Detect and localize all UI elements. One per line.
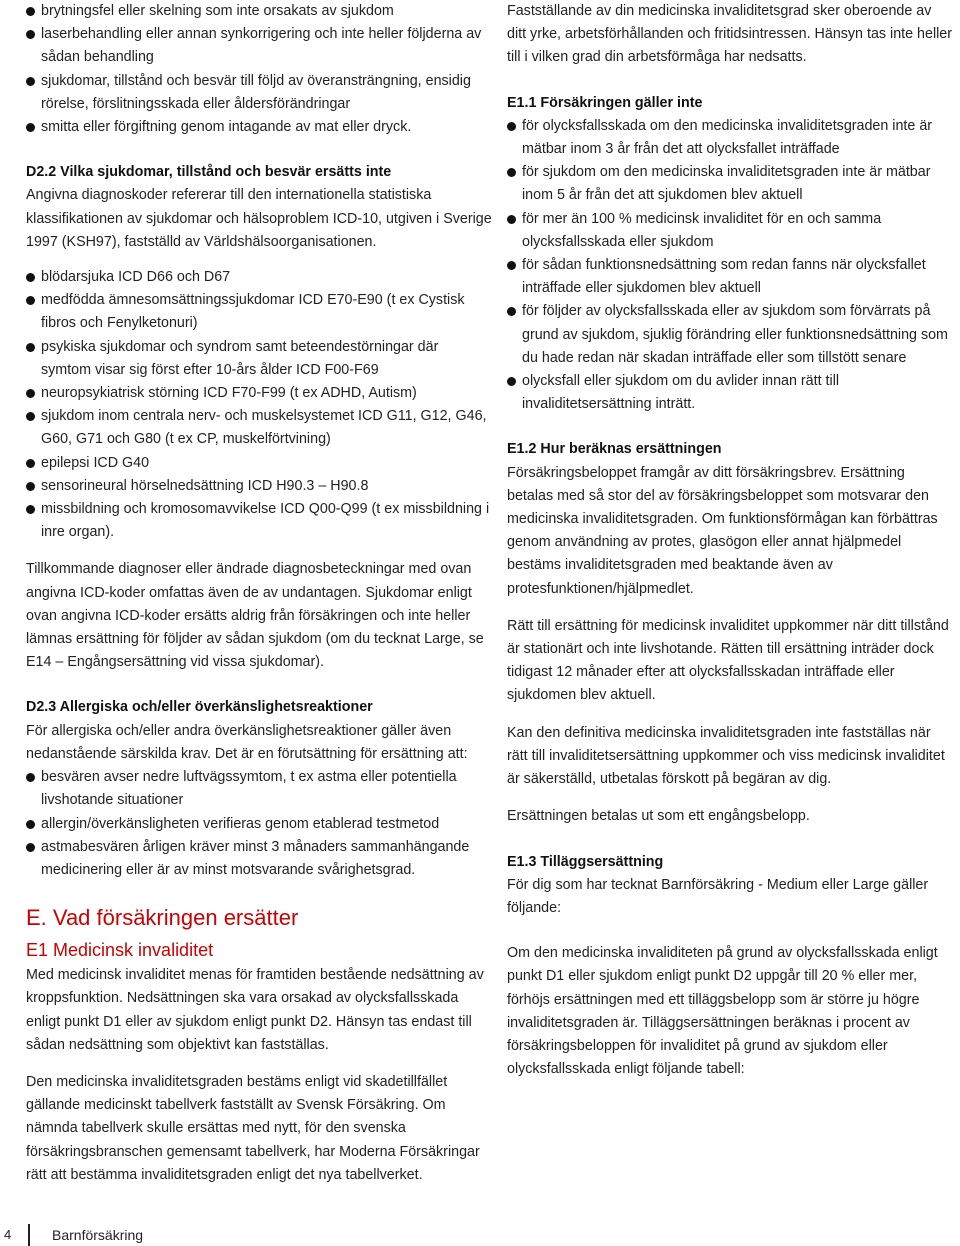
left-column [26,0,492,1187]
list-item: allergin/överkänsligheten verifieras genom etablerad testmetod [26,813,492,836]
list-item: missbildning och kromosomavvikelse ICD Q00-Q99 (t ex missbildning i inre organ). [26,498,492,544]
d23-bullet-list [26,766,492,882]
section-heading-d23: D2.3 Allergiska och/eller överkänslighetsreaktioner [26,699,373,716]
page-footer [0,1224,300,1246]
list-item: psykiska sjukdomar och syndrom samt beteendestörningar där symtom visar sig först efter 10-års ålder ICD F00-F69 [26,336,492,382]
list-item: för mer än 100 % medicinsk invaliditet för en och samma olycksfallsskada eller sjukdom [507,208,954,254]
d22-bullet-list [26,266,492,544]
list-item: för olycksfallsskada om den medicinska invaliditetsgraden inte är mätbar inom 3 år från det att olycksfallet inträffade [507,115,954,161]
list-item: sensorineural hörselnedsättning ICD H90.3 – H90.8 [26,475,492,498]
e13-paragraph-2: Om den medicinska invaliditeten på grund av olycksfallsskada enligt punkt D1 eller sjukdom enligt punkt D2 uppgår till 20 % eller mer, förhöjs ersättningen med ett tilläggsbelopp som är större ju högre invaliditetsgraden är. Tilläggsersättningen beräknas i procent av försäkringsbeloppen för invaliditet på grund av sjukdom eller olycksfallsskada enligt följande tabell: [507,945,938,1078]
e11-bullet-list [507,115,954,417]
list-item: sjukdom inom centrala nerv- och muskelsystemet ICD G11, G12, G46, G60, G71 och G80 (t ex CP, muskelförtvining) [26,405,492,451]
d23-intro: För allergiska och/eller andra överkänslighetsreaktioner gäller även nedanstående särskilda krav. Det är en förutsättning för ersättning att: [26,722,468,762]
d22-intro: Angivna diagnoskoder refererar till den internationella statistiska klassifikationen av sjukdomar och hälsoproblem ICD-10, utgiven i Sverige 1997 (KSH97), fastställd av Världshälsoorganisationen. [26,187,492,250]
list-item: för följder av olycksfallsskada eller av sjukdom som förvärrats på grund av sjukdom, sjuklig förändring eller funktionsnedsättning som du hade redan när skadan inträffade eller som tillstött senare [507,300,954,370]
list-item: medfödda ämnesomsättningssjukdomar ICD E70-E90 (t ex Cystisk fibros och Fenylketonuri) [26,289,492,335]
footer-brand: Barnförsäkring [52,1227,144,1243]
list-item: laserbehandling eller annan synkorrigering och inte heller följderna av sådan behandling [26,23,492,69]
list-item: astmabesvären årligen kräver minst 3 månaders sammanhängande medicinering eller är av minst motsvarande svårighetsgrad. [26,836,492,882]
list-item: sjukdomar, tillstånd och besvär till följd av överansträngning, ensidig rörelse, förslitningsskada eller åldersförändringar [26,70,492,116]
e13-paragraph-1: För dig som har tecknat Barnförsäkring - Medium eller Large gäller följande: [507,876,929,916]
list-item: olycksfall eller sjukdom om du avlider innan rätt till invaliditetsersättning inträtt. [507,370,954,416]
page-number: 4 [4,1227,12,1242]
e12-paragraph-2: Rätt till ersättning för medicinsk invaliditet uppkommer när ditt tillstånd är stationärt och inte livshotande. Rätten till ersättning inträder dock tidigast 12 månader efter att olycksfallsskadan inträffade eller sjukdomen blev aktuell. [507,617,949,704]
right-column [507,0,954,1081]
list-item: för sjukdom om den medicinska invaliditetsgraden inte är mätbar inom 5 år från det att sjukdomen blev aktuell [507,161,954,207]
e12-paragraph-1: Försäkringsbeloppet framgår av ditt försäkringsbrev. Ersättning betalas med så stor del av försäkringsbeloppet som motsvarar den medicinska invaliditetsgraden. Om funktionsförmågan kan förbättras genom användning av protes, glasögon eller annat hjälpmedel bestäms invaliditetsgraden med beaktande även av protesfunktionen/hjälpmedlet. [507,464,938,597]
list-item: blödarsjuka ICD D66 och D67 [26,266,492,289]
list-item: besvären avser nedre luftvägssymtom, t ex astma eller potentiella livshotande situationer [26,766,492,812]
e12-paragraph-3: Kan den definitiva medicinska invaliditetsgraden inte fastställas när rätt till invaliditetsersättning uppkommer och viss medicinsk invaliditet är säkerställd, utbetalas förskott på begäran av dig. [507,724,945,788]
section-heading-e12: E1.2 Hur beräknas ersättningen [507,441,722,458]
d22-after-paragraph: Tillkommande diagnoser eller ändrade diagnosbeteckningar med ovan angivna ICD-koder omfattas även de av undantagen. Sjukdomar enligt ovan angivna ICD-koder ersätts aldrig från försäkringen och inte heller lämnas ersättning för följder av sådan sjukdom (om du tecknat Large, se E14 – Engångsersättning vid vissa sjukdomar). [26,561,484,671]
footer-divider [28,1224,30,1246]
top-bullet-list [26,0,492,139]
list-item: för sådan funktionsnedsättning som redan fanns när olycksfallet inträffade eller sjukdomen blev aktuell [507,254,954,300]
section-heading-e11: E1.1 Försäkringen gäller inte [507,94,703,111]
section-heading-e13: E1.3 Tilläggsersättning [507,853,664,870]
e12-paragraph-4: Ersättningen betalas ut som ett engångsbelopp. [507,808,810,825]
list-item: brytningsfel eller skelning som inte orsakats av sjukdom [26,0,492,23]
right-intro-paragraph: Fastställande av din medicinska invaliditetsgrad sker oberoende av ditt yrke, arbetsförhållanden och fritidsintressen. Hänsyn tas inte heller till i vilken grad din arbetsförmåga har nedsatts. [507,3,953,66]
list-item: neuropsykiatrisk störning ICD F70-F99 (t ex ADHD, Autism) [26,382,492,405]
list-item: epilepsi ICD G40 [26,452,492,475]
e1-paragraph-2: Den medicinska invaliditetsgraden bestäms enligt vid skadetillfället gällande medicinskt tabellverk fastställt av Svensk Försäkring. Om nämnda tabellverk skulle ersättas med nytt, för den svenska försäkringsbranschen gemensamt tabellverk, har Moderna Försäkringar rätt att bestämma invaliditetsgraden enligt det nya tabellverket. [26,1073,480,1183]
e1-paragraph-1: Med medicinsk invaliditet menas för framtiden bestående nedsättning av kroppsfunktion. Nedsättningen ska vara orsakad av olycksfallsskada enligt punkt D1 eller av sjukdom enligt punkt D2. Hänsyn tas endast till sådan nedsättning som objektivt kan fastställas. [26,967,484,1053]
list-item: smitta eller förgiftning genom intagande av mat eller dryck. [26,116,492,139]
section-title-e: E. Vad försäkringen ersätter [26,905,299,931]
section-heading-d22: D2.2 Vilka sjukdomar, tillstånd och besvär ersätts inte [26,164,392,181]
section-title-e1: E1 Medicinsk invaliditet [26,940,214,961]
